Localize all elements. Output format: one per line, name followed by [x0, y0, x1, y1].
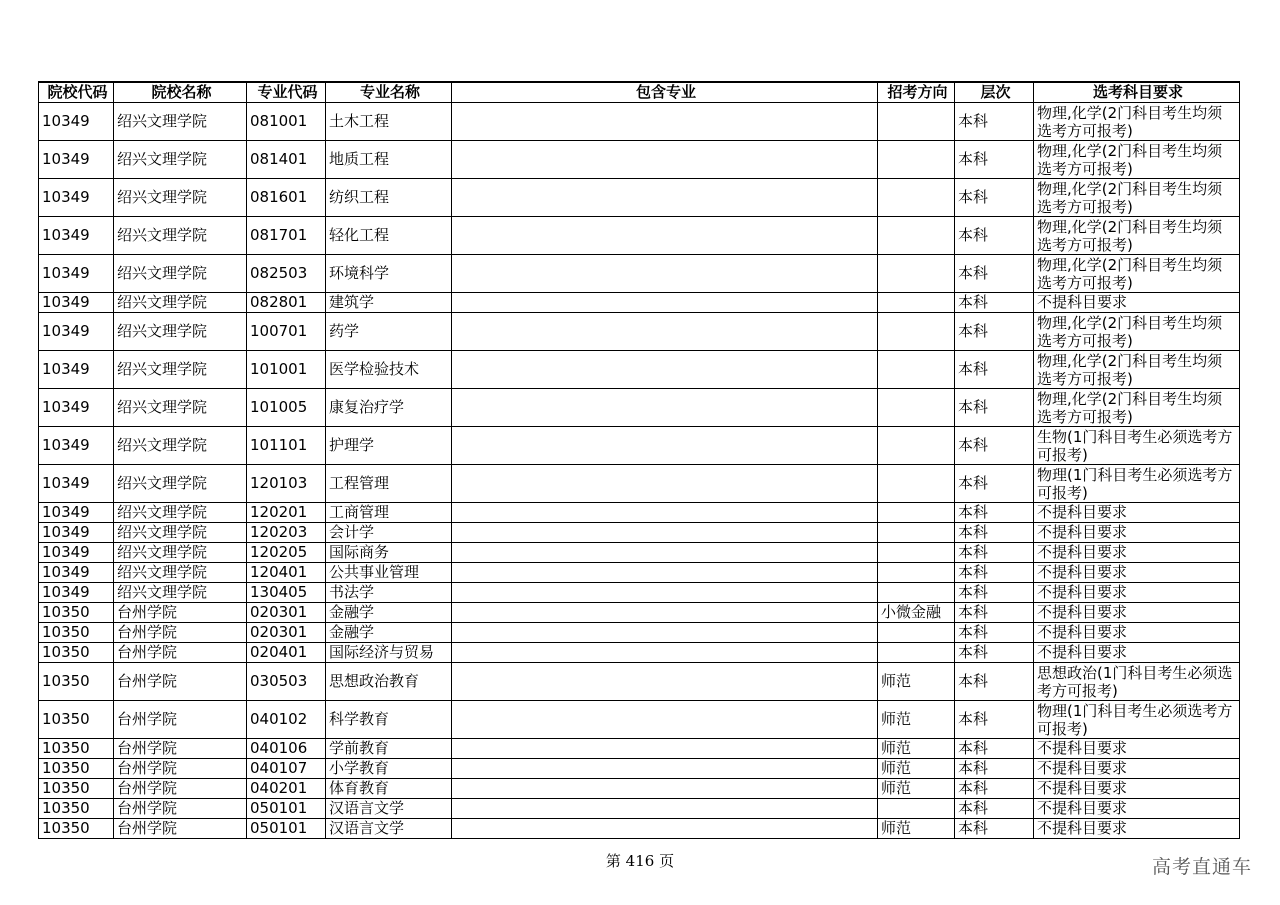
- cell-school-code: 10349: [39, 465, 114, 503]
- cell-school-code: 10349: [39, 503, 114, 523]
- cell-direction: 师范: [878, 663, 955, 701]
- table-row: [39, 603, 1240, 623]
- header-direction: 招考方向: [878, 82, 955, 103]
- cell-subject-requirement: 不提科目要求: [1034, 563, 1240, 583]
- cell-subject-requirement: 不提科目要求: [1034, 819, 1240, 839]
- cell-included-majors: [452, 389, 878, 427]
- table-row: [39, 217, 1240, 255]
- table-row: [39, 643, 1240, 663]
- watermark: 高考直通车: [1151, 856, 1252, 878]
- cell-school-code: 10349: [39, 255, 114, 293]
- cell-direction: [878, 255, 955, 293]
- cell-school-code: 10349: [39, 543, 114, 563]
- cell-school-name: 绍兴文理学院: [114, 103, 247, 141]
- table-row: [39, 293, 1240, 313]
- header-major-name: 专业名称: [326, 82, 452, 103]
- cell-major-code: 100701: [247, 313, 326, 351]
- cell-school-code: 10350: [39, 739, 114, 759]
- table-row: [39, 255, 1240, 293]
- table-row: [39, 819, 1240, 839]
- cell-school-name: 绍兴文理学院: [114, 523, 247, 543]
- cell-major-code: 040106: [247, 739, 326, 759]
- cell-level: 本科: [955, 427, 1034, 465]
- cell-school-code: 10350: [39, 603, 114, 623]
- cell-level: 本科: [955, 351, 1034, 389]
- cell-direction: 小微金融: [878, 603, 955, 623]
- cell-major-name: 建筑学: [326, 293, 452, 313]
- cell-included-majors: [452, 643, 878, 663]
- cell-school-code: 10349: [39, 389, 114, 427]
- cell-school-name: 台州学院: [114, 819, 247, 839]
- cell-direction: [878, 313, 955, 351]
- cell-school-name: 台州学院: [114, 623, 247, 643]
- cell-included-majors: [452, 217, 878, 255]
- cell-school-name: 台州学院: [114, 643, 247, 663]
- cell-subject-requirement: 物理(1门科目考生必须选考方可报考): [1034, 465, 1240, 503]
- cell-direction: [878, 543, 955, 563]
- cell-included-majors: [452, 623, 878, 643]
- cell-subject-requirement: 物理,化学(2门科目考生均须选考方可报考): [1034, 313, 1240, 351]
- cell-major-code: 101001: [247, 351, 326, 389]
- cell-included-majors: [452, 819, 878, 839]
- table-row: [39, 465, 1240, 503]
- cell-direction: [878, 465, 955, 503]
- cell-school-code: 10349: [39, 103, 114, 141]
- cell-major-code: 081401: [247, 141, 326, 179]
- cell-school-name: 绍兴文理学院: [114, 217, 247, 255]
- cell-school-code: 10350: [39, 799, 114, 819]
- cell-major-name: 环境科学: [326, 255, 452, 293]
- cell-major-name: 金融学: [326, 603, 452, 623]
- cell-school-name: 绍兴文理学院: [114, 427, 247, 465]
- cell-subject-requirement: 思想政治(1门科目考生必须选考方可报考): [1034, 663, 1240, 701]
- cell-subject-requirement: 不提科目要求: [1034, 543, 1240, 563]
- page-number: 第 416 页: [605, 852, 675, 870]
- cell-included-majors: [452, 503, 878, 523]
- cell-direction: [878, 503, 955, 523]
- table-row: [39, 543, 1240, 563]
- cell-school-code: 10349: [39, 313, 114, 351]
- cell-subject-requirement: 不提科目要求: [1034, 623, 1240, 643]
- cell-direction: [878, 427, 955, 465]
- cell-school-code: 10350: [39, 643, 114, 663]
- cell-direction: 师范: [878, 739, 955, 759]
- cell-included-majors: [452, 759, 878, 779]
- cell-school-code: 10350: [39, 663, 114, 701]
- table-row: [39, 427, 1240, 465]
- cell-major-code: 081001: [247, 103, 326, 141]
- cell-direction: [878, 799, 955, 819]
- cell-major-name: 轻化工程: [326, 217, 452, 255]
- cell-included-majors: [452, 141, 878, 179]
- cell-included-majors: [452, 663, 878, 701]
- cell-school-code: 10350: [39, 623, 114, 643]
- cell-major-name: 医学检验技术: [326, 351, 452, 389]
- cell-level: 本科: [955, 503, 1034, 523]
- cell-school-name: 绍兴文理学院: [114, 141, 247, 179]
- cell-school-name: 台州学院: [114, 759, 247, 779]
- cell-direction: [878, 293, 955, 313]
- header-school-code: 院校代码: [39, 82, 114, 103]
- cell-school-name: 台州学院: [114, 799, 247, 819]
- cell-subject-requirement: 不提科目要求: [1034, 523, 1240, 543]
- cell-major-code: 082801: [247, 293, 326, 313]
- table-row: [39, 583, 1240, 603]
- cell-direction: 师范: [878, 779, 955, 799]
- cell-school-code: 10349: [39, 141, 114, 179]
- table-row: [39, 179, 1240, 217]
- cell-level: 本科: [955, 643, 1034, 663]
- cell-school-code: 10349: [39, 583, 114, 603]
- cell-included-majors: [452, 739, 878, 759]
- cell-direction: [878, 179, 955, 217]
- cell-subject-requirement: 不提科目要求: [1034, 603, 1240, 623]
- cell-school-name: 绍兴文理学院: [114, 179, 247, 217]
- table-row: [39, 779, 1240, 799]
- cell-direction: [878, 563, 955, 583]
- header-school-name: 院校名称: [114, 82, 247, 103]
- cell-major-name: 地质工程: [326, 141, 452, 179]
- cell-school-code: 10349: [39, 179, 114, 217]
- cell-major-code: 030503: [247, 663, 326, 701]
- cell-school-code: 10349: [39, 427, 114, 465]
- cell-level: 本科: [955, 217, 1034, 255]
- cell-level: 本科: [955, 799, 1034, 819]
- cell-direction: [878, 217, 955, 255]
- cell-level: 本科: [955, 543, 1034, 563]
- cell-school-name: 绍兴文理学院: [114, 351, 247, 389]
- cell-major-name: 汉语言文学: [326, 819, 452, 839]
- table-row: [39, 799, 1240, 819]
- cell-included-majors: [452, 427, 878, 465]
- cell-major-code: 082503: [247, 255, 326, 293]
- cell-included-majors: [452, 351, 878, 389]
- cell-major-code: 120203: [247, 523, 326, 543]
- cell-level: 本科: [955, 663, 1034, 701]
- cell-included-majors: [452, 799, 878, 819]
- cell-school-code: 10350: [39, 759, 114, 779]
- header-level: 层次: [955, 82, 1034, 103]
- table-row: [39, 759, 1240, 779]
- cell-school-name: 台州学院: [114, 779, 247, 799]
- cell-major-code: 050101: [247, 819, 326, 839]
- cell-included-majors: [452, 701, 878, 739]
- cell-subject-requirement: 物理,化学(2门科目考生均须选考方可报考): [1034, 255, 1240, 293]
- cell-major-name: 思想政治教育: [326, 663, 452, 701]
- cell-subject-requirement: 不提科目要求: [1034, 739, 1240, 759]
- cell-included-majors: [452, 293, 878, 313]
- cell-level: 本科: [955, 179, 1034, 217]
- cell-school-code: 10350: [39, 701, 114, 739]
- table-row: [39, 141, 1240, 179]
- cell-major-code: 081601: [247, 179, 326, 217]
- cell-included-majors: [452, 179, 878, 217]
- cell-major-name: 会计学: [326, 523, 452, 543]
- cell-subject-requirement: 不提科目要求: [1034, 759, 1240, 779]
- cell-school-name: 绍兴文理学院: [114, 389, 247, 427]
- cell-included-majors: [452, 563, 878, 583]
- table-row: [39, 623, 1240, 643]
- admission-requirements-table: [38, 81, 1240, 839]
- table-row: [39, 701, 1240, 739]
- cell-level: 本科: [955, 523, 1034, 543]
- table-row: [39, 739, 1240, 759]
- cell-included-majors: [452, 103, 878, 141]
- cell-direction: [878, 141, 955, 179]
- cell-level: 本科: [955, 389, 1034, 427]
- cell-major-name: 学前教育: [326, 739, 452, 759]
- cell-major-code: 120205: [247, 543, 326, 563]
- cell-subject-requirement: 不提科目要求: [1034, 799, 1240, 819]
- cell-level: 本科: [955, 779, 1034, 799]
- cell-level: 本科: [955, 701, 1034, 739]
- cell-level: 本科: [955, 623, 1034, 643]
- cell-school-name: 绍兴文理学院: [114, 465, 247, 503]
- cell-included-majors: [452, 603, 878, 623]
- cell-subject-requirement: 物理,化学(2门科目考生均须选考方可报考): [1034, 103, 1240, 141]
- cell-level: 本科: [955, 583, 1034, 603]
- cell-major-name: 护理学: [326, 427, 452, 465]
- cell-direction: [878, 583, 955, 603]
- cell-major-name: 康复治疗学: [326, 389, 452, 427]
- table-row: [39, 103, 1240, 141]
- cell-school-name: 绍兴文理学院: [114, 313, 247, 351]
- cell-major-code: 020301: [247, 603, 326, 623]
- cell-school-code: 10349: [39, 523, 114, 543]
- cell-included-majors: [452, 313, 878, 351]
- cell-level: 本科: [955, 465, 1034, 503]
- cell-major-name: 土木工程: [326, 103, 452, 141]
- cell-included-majors: [452, 523, 878, 543]
- cell-major-code: 101101: [247, 427, 326, 465]
- cell-school-name: 绍兴文理学院: [114, 255, 247, 293]
- cell-major-code: 020301: [247, 623, 326, 643]
- cell-direction: [878, 623, 955, 643]
- cell-direction: [878, 103, 955, 141]
- cell-major-name: 纺织工程: [326, 179, 452, 217]
- cell-major-code: 040102: [247, 701, 326, 739]
- cell-subject-requirement: 不提科目要求: [1034, 583, 1240, 603]
- cell-subject-requirement: 不提科目要求: [1034, 779, 1240, 799]
- cell-subject-requirement: 不提科目要求: [1034, 293, 1240, 313]
- cell-included-majors: [452, 465, 878, 503]
- cell-direction: [878, 523, 955, 543]
- cell-school-name: 绍兴文理学院: [114, 293, 247, 313]
- table-row: [39, 523, 1240, 543]
- cell-included-majors: [452, 543, 878, 563]
- cell-school-name: 台州学院: [114, 663, 247, 701]
- cell-level: 本科: [955, 141, 1034, 179]
- table-row: [39, 563, 1240, 583]
- cell-major-name: 公共事业管理: [326, 563, 452, 583]
- header-subject-requirement: 选考科目要求: [1034, 82, 1240, 103]
- cell-school-name: 台州学院: [114, 701, 247, 739]
- cell-level: 本科: [955, 759, 1034, 779]
- cell-major-name: 国际经济与贸易: [326, 643, 452, 663]
- cell-included-majors: [452, 779, 878, 799]
- cell-school-code: 10350: [39, 819, 114, 839]
- cell-major-code: 120401: [247, 563, 326, 583]
- table-row: [39, 503, 1240, 523]
- cell-school-name: 绍兴文理学院: [114, 563, 247, 583]
- cell-school-code: 10350: [39, 779, 114, 799]
- cell-direction: 师范: [878, 759, 955, 779]
- cell-major-name: 科学教育: [326, 701, 452, 739]
- cell-direction: [878, 389, 955, 427]
- table-row: [39, 663, 1240, 701]
- cell-subject-requirement: 物理(1门科目考生必须选考方可报考): [1034, 701, 1240, 739]
- cell-major-code: 050101: [247, 799, 326, 819]
- cell-major-name: 体育教育: [326, 779, 452, 799]
- cell-major-name: 工商管理: [326, 503, 452, 523]
- cell-direction: 师范: [878, 701, 955, 739]
- cell-major-name: 工程管理: [326, 465, 452, 503]
- cell-major-code: 040107: [247, 759, 326, 779]
- cell-major-code: 130405: [247, 583, 326, 603]
- cell-major-code: 020401: [247, 643, 326, 663]
- cell-major-code: 040201: [247, 779, 326, 799]
- table-row: [39, 351, 1240, 389]
- header-major-code: 专业代码: [247, 82, 326, 103]
- table-row: [39, 389, 1240, 427]
- cell-included-majors: [452, 255, 878, 293]
- header-row: [39, 82, 1240, 103]
- cell-major-code: 120201: [247, 503, 326, 523]
- cell-major-name: 汉语言文学: [326, 799, 452, 819]
- cell-level: 本科: [955, 103, 1034, 141]
- cell-major-code: 081701: [247, 217, 326, 255]
- cell-school-name: 绍兴文理学院: [114, 543, 247, 563]
- cell-major-code: 120103: [247, 465, 326, 503]
- cell-major-name: 药学: [326, 313, 452, 351]
- cell-subject-requirement: 物理,化学(2门科目考生均须选考方可报考): [1034, 217, 1240, 255]
- cell-major-name: 国际商务: [326, 543, 452, 563]
- cell-subject-requirement: 不提科目要求: [1034, 503, 1240, 523]
- cell-subject-requirement: 物理,化学(2门科目考生均须选考方可报考): [1034, 351, 1240, 389]
- table-row: [39, 313, 1240, 351]
- cell-school-name: 绍兴文理学院: [114, 583, 247, 603]
- header-included-majors: 包含专业: [452, 82, 878, 103]
- cell-direction: [878, 643, 955, 663]
- cell-major-name: 书法学: [326, 583, 452, 603]
- cell-direction: 师范: [878, 819, 955, 839]
- cell-direction: [878, 351, 955, 389]
- cell-subject-requirement: 物理,化学(2门科目考生均须选考方可报考): [1034, 141, 1240, 179]
- cell-level: 本科: [955, 313, 1034, 351]
- cell-school-name: 绍兴文理学院: [114, 503, 247, 523]
- cell-level: 本科: [955, 255, 1034, 293]
- cell-school-code: 10349: [39, 217, 114, 255]
- cell-school-name: 台州学院: [114, 739, 247, 759]
- cell-level: 本科: [955, 603, 1034, 623]
- cell-level: 本科: [955, 293, 1034, 313]
- cell-subject-requirement: 物理,化学(2门科目考生均须选考方可报考): [1034, 389, 1240, 427]
- cell-major-name: 小学教育: [326, 759, 452, 779]
- cell-level: 本科: [955, 819, 1034, 839]
- cell-subject-requirement: 生物(1门科目考生必须选考方可报考): [1034, 427, 1240, 465]
- cell-school-name: 台州学院: [114, 603, 247, 623]
- cell-level: 本科: [955, 739, 1034, 759]
- cell-major-name: 金融学: [326, 623, 452, 643]
- cell-school-code: 10349: [39, 563, 114, 583]
- cell-school-code: 10349: [39, 351, 114, 389]
- cell-subject-requirement: 不提科目要求: [1034, 643, 1240, 663]
- cell-subject-requirement: 物理,化学(2门科目考生均须选考方可报考): [1034, 179, 1240, 217]
- cell-school-code: 10349: [39, 293, 114, 313]
- cell-major-code: 101005: [247, 389, 326, 427]
- cell-level: 本科: [955, 563, 1034, 583]
- cell-included-majors: [452, 583, 878, 603]
